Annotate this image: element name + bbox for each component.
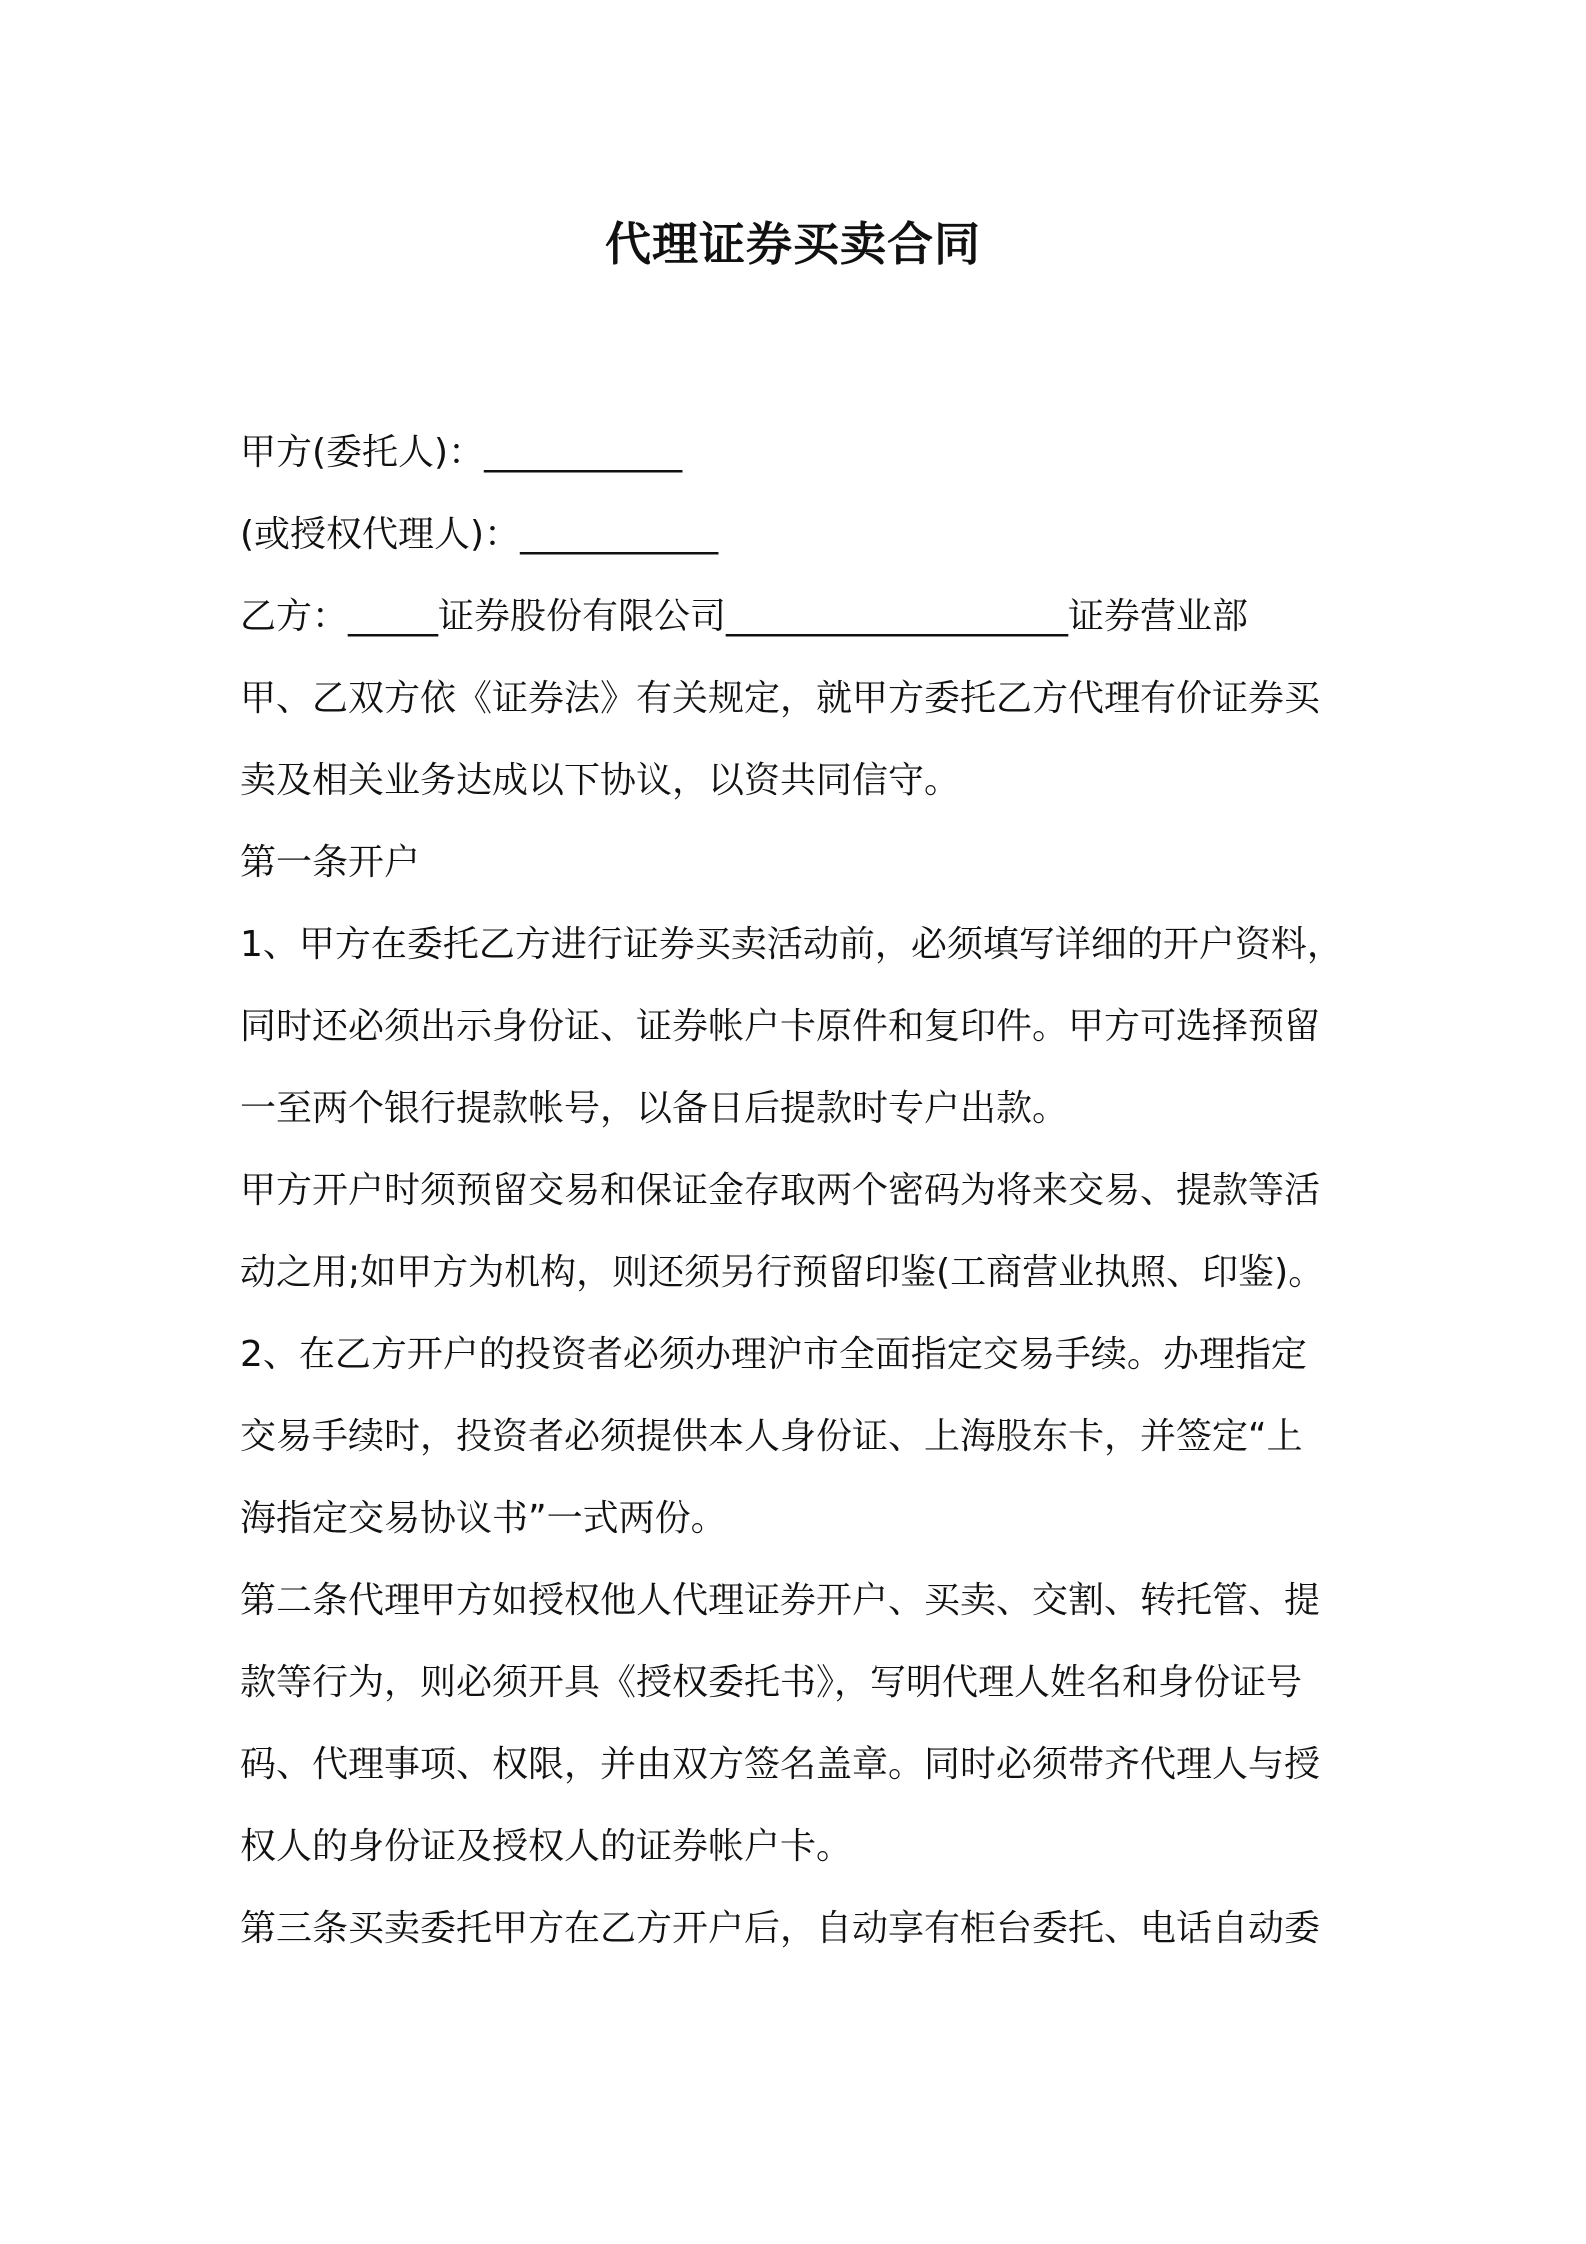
paragraph-line: 海指定交易协议书”一式两份。: [240, 1498, 727, 1539]
paragraph-line: 一至两个银行提款帐号，以备日后提款时专户出款。: [240, 1088, 1069, 1129]
document-body: [240, 412, 1360, 1970]
paragraph-line: 第二条代理甲方如授权他人代理证券开户、买卖、交割、转托管、提: [240, 1580, 1321, 1621]
party-b-line: 乙方：_____证券股份有限公司___________________证券营业部: [240, 596, 1249, 637]
party-a-line: 甲方(委托人)：___________: [240, 432, 683, 473]
paragraph-line: 同时还必须出示身份证、证券帐户卡原件和复印件。甲方可选择预留: [240, 1006, 1321, 1047]
paragraph-line: 甲、乙双方依《证券法》有关规定，就甲方委托乙方代理有价证券买: [240, 678, 1321, 719]
paragraph-line: 2、在乙方开户的投资者必须办理沪市全面指定交易手续。办理指定: [240, 1334, 1307, 1375]
document-title: 代理证券买卖合同: [605, 217, 981, 271]
paragraph-line: 码、代理事项、权限，并由双方签名盖章。同时必须带齐代理人与授: [240, 1744, 1321, 1785]
paragraph-line: 1、甲方在委托乙方进行证券买卖活动前，必须填写详细的开户资料，: [240, 924, 1343, 965]
paragraph-line: 款等行为，则必须开具《授权委托书》，写明代理人姓名和身份证号: [240, 1662, 1303, 1703]
paragraph-line: 交易手续时，投资者必须提供本人身份证、上海股东卡，并签定“上: [240, 1416, 1303, 1457]
article-heading: 第一条开户: [240, 842, 421, 883]
paragraph-line: 权人的身份证及授权人的证券帐户卡。: [240, 1826, 853, 1867]
paragraph-line: 第三条买卖委托甲方在乙方开户后，自动享有柜台委托、电话自动委: [240, 1908, 1321, 1949]
authorized-agent-line: (或授权代理人)：___________: [240, 514, 719, 555]
paragraph-line: 甲方开户时须预留交易和保证金存取两个密码为将来交易、提款等活: [240, 1170, 1321, 1211]
paragraph-line: 动之用;如甲方为机构，则还须另行预留印鉴(工商营业执照、印鉴)。: [240, 1252, 1325, 1293]
paragraph-line: 卖及相关业务达成以下协议，以资共同信守。: [240, 760, 961, 801]
